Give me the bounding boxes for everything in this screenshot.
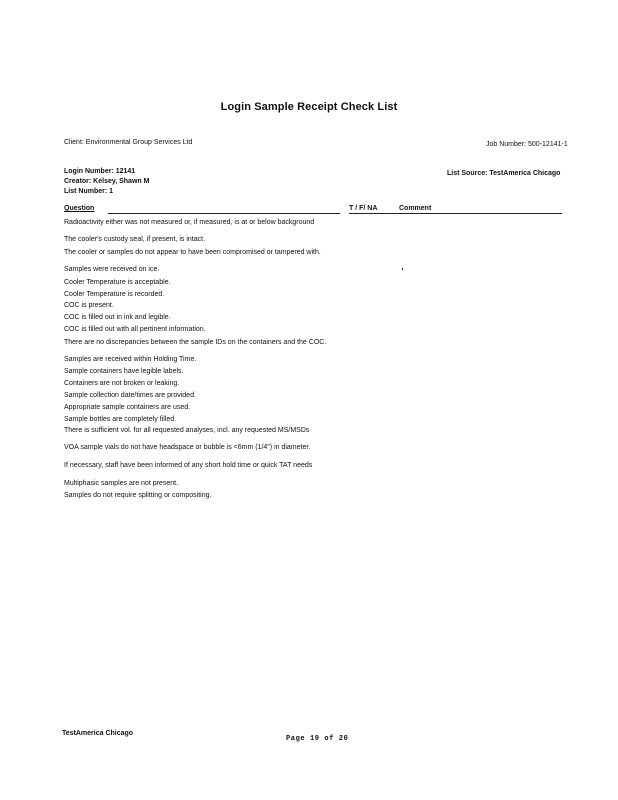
question-row: Cooler Temperature is recorded. [64, 291, 165, 298]
page-title: Login Sample Receipt Check List [220, 101, 398, 113]
question-row: Containers are not broken or leaking. [64, 380, 180, 387]
question-row: The cooler's custody seal, if present, is intact. [64, 236, 206, 243]
question-row: If necessary, staff have been informed of any short hold time or quick TAT needs [64, 462, 313, 469]
question-row: Samples do not require splitting or compositing. [64, 492, 212, 499]
question-row: Samples were received on ice. [64, 266, 160, 273]
login-info [64, 167, 149, 197]
list-number: List Number: 1 [64, 188, 114, 195]
list-source: List Source: TestAmerica Chicago [447, 170, 561, 177]
question-row: The cooler or samples do not appear to have been compromised or tampered with. [64, 249, 321, 256]
question-row: Samples are received within Holding Time. [64, 356, 197, 363]
question-row: COC is filled out with all pertinent information. [64, 326, 206, 333]
question-row: There are no discrepancies between the sample IDs on the containers and the COC. [64, 339, 327, 346]
question-row: VOA sample vials do not have headspace or bubble is <6mm (1/4") in diameter. [64, 444, 311, 451]
creator: Creator: Kelsey, Shawn M [64, 178, 150, 185]
client-name: Client: Environmental Group Services Ltd [64, 139, 193, 146]
question-row: Appropriate sample containers are used. [64, 404, 191, 411]
question-row: Sample collection date/times are provided. [64, 392, 196, 399]
question-row: Multiphasic samples are not present. [64, 480, 178, 487]
footer-lab-name: TestAmerica Chicago [62, 730, 134, 737]
question-row: Cooler Temperature is acceptable. [64, 279, 171, 286]
header-rule-question [108, 213, 340, 214]
column-header-comment: Comment [399, 205, 432, 212]
column-header-tfna: T / F/ NA [349, 205, 378, 212]
question-row: There is sufficient vol. for all requested analyses, incl. any requested MS/MSDs [64, 427, 310, 434]
header-rule-answers [349, 213, 562, 214]
question-row: Radioactivity either was not measured or, if measured, is at or below background [64, 219, 315, 226]
column-header-question: Question [64, 205, 95, 212]
page-number: Page 19 of 20 [286, 735, 349, 743]
question-row: Sample containers have legible labels. [64, 368, 184, 375]
question-row: Sample bottles are completely filled. [64, 416, 177, 423]
question-row: COC is present. [64, 302, 114, 309]
answer-mark [402, 268, 403, 270]
job-number: Job Number: 500-12141-1 [486, 141, 568, 148]
question-row: COC is filled out in ink and legible. [64, 314, 171, 321]
login-number: Login Number: 12141 [64, 168, 136, 175]
